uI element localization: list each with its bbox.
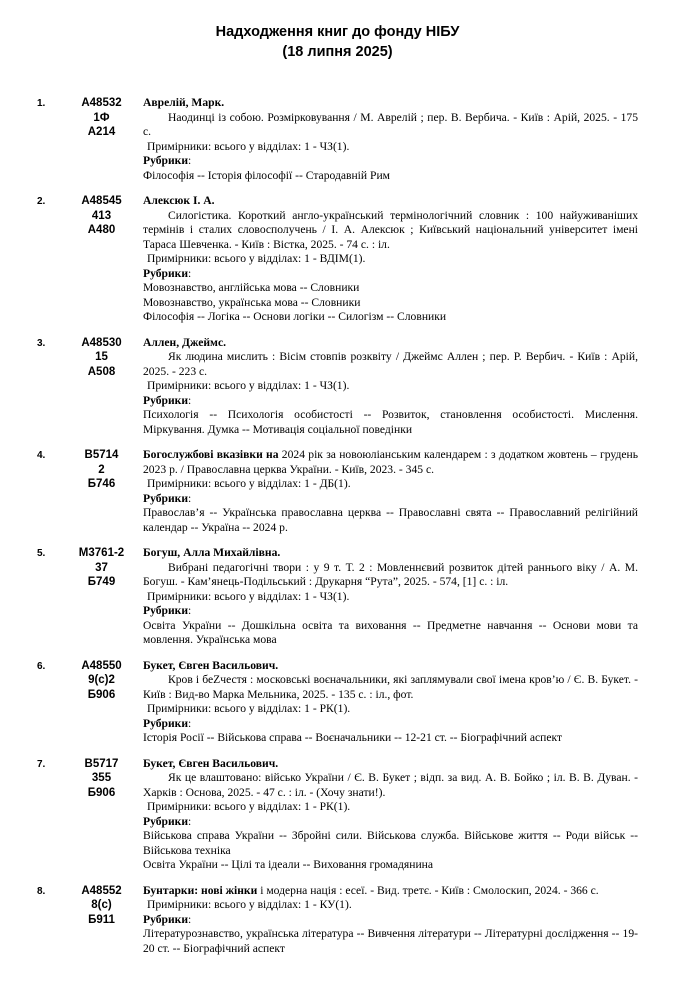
- call-number-line: А480: [87, 224, 116, 236]
- entry-body: [143, 884, 638, 957]
- call-number: [60, 448, 143, 535]
- call-number: [60, 546, 143, 648]
- entry-1: [37, 96, 638, 183]
- rubric-line: Літературознавство, українська література -- Вивчення літератури -- Літературні дослідження -- 19-20 ст. -- Біографічний аспект: [143, 927, 638, 955]
- entry-description: Наодинці із собою. Розмірковування / М. Аврелій ; пер. В. Вербича. - Київ : Арій, 2025. - 175 с.: [143, 110, 638, 138]
- rubrics-label: Рубрики:: [143, 716, 192, 730]
- rubrics-label: Рубрики:: [143, 393, 192, 407]
- entry-title-rest: і модерна нація : есеї. - Вид. третє. - Київ : Смолоскип, 2024. - 366 с.: [257, 883, 599, 897]
- call-number-line: А48552: [81, 884, 122, 897]
- entry-copies: Примірники: всього у відділах: 1 - ЧЗ(1).: [147, 379, 350, 392]
- entry-body: [143, 96, 638, 183]
- entry-number: 3.: [37, 337, 46, 349]
- rubric-line: Освіта України -- Дошкільна освіта та виховання -- Предметне навчання -- Основи мови та мовлення. Українська мова: [143, 618, 638, 646]
- rubrics-label: Рубрики:: [143, 154, 192, 167]
- entry-number: 1.: [37, 98, 46, 109]
- entry-description: Вибрані педагогічні твори : у 9 т. Т. 2 : Мовленнєвий розвиток дітей раннього віку / А. М. Богуш. - Кам’янець-Подільський : Друкарня “Рута”, 2025. - 574, [1] с. : іл.: [143, 560, 638, 588]
- call-number: [60, 336, 143, 438]
- entry-copies: Примірники: всього у відділах: 1 - РК(1).: [147, 702, 351, 715]
- call-number-line: В5717: [84, 757, 119, 770]
- entry-description: Кров і беZчестя : московські воєначальники, які заплямували свої імена кров’ю / Є. В. Букет. - Київ : Вид-во Марка Мельника, 2025. - 135 с. : іл., фот.: [143, 673, 638, 701]
- document-title: [37, 22, 638, 62]
- rubric-line: Військова справа України -- Збройні сили. Військова служба. Військове життя -- Роди військ -- Військова техніка: [143, 829, 638, 857]
- entry-5: [37, 546, 638, 648]
- call-number: [60, 96, 143, 183]
- call-number-line: Б906: [87, 786, 116, 799]
- call-number-line: А508: [87, 365, 116, 378]
- call-number-line: Б911: [88, 913, 115, 926]
- entry-body: [143, 336, 638, 438]
- rubrics-label: Рубрики:: [143, 491, 192, 505]
- call-number: [60, 659, 143, 746]
- call-number-line: В5714: [84, 449, 119, 461]
- call-number-line: А48550: [81, 659, 122, 672]
- rubric-line: Освіта України -- Цілі та ідеали -- Виховання громадянина: [143, 858, 434, 871]
- entry-3: [37, 336, 638, 438]
- entry-number: 2.: [37, 196, 46, 207]
- entry-body: [143, 546, 638, 648]
- entry-number: 5.: [37, 548, 46, 559]
- entry-number: 8.: [37, 885, 46, 897]
- entry-copies: Примірники: всього у відділах: 1 - ВДІМ(1).: [147, 252, 366, 265]
- entry-body: [143, 448, 638, 535]
- call-number-line: 413: [91, 209, 112, 222]
- title-line: Надходження книг до фонду НІБУ: [215, 24, 460, 40]
- entry-number: 7.: [37, 758, 46, 770]
- entry-body: [143, 659, 638, 746]
- rubric-line: Філософія -- Історія філософії -- Стародавній Рим: [143, 168, 390, 182]
- entry-title-bold: Богослужбові вказівки на: [143, 448, 279, 461]
- rubrics-label: Рубрики:: [143, 604, 192, 617]
- rubrics-label: Рубрики:: [143, 912, 192, 926]
- call-number: [60, 194, 143, 325]
- entry-title-bold: Бунтарки: нові жінки: [143, 883, 258, 897]
- entry-description: Як людина мислить : Вісім стовпів розквіту / Джеймс Аллен ; пер. Р. Вербич. - Київ : Арій, 2025. - 223 с.: [143, 350, 638, 378]
- call-number-line: А48545: [81, 195, 122, 207]
- entry-copies: Примірники: всього у відділах: 1 - КУ(1).: [147, 898, 352, 911]
- call-number-line: Б746: [87, 478, 116, 490]
- call-number: [60, 884, 143, 957]
- entry-copies: Примірники: всього у відділах: 1 - ДБ(1).: [147, 477, 351, 490]
- call-number-line: Б906: [87, 688, 116, 701]
- entry-copies: Примірники: всього у відділах: 1 - РК(1).: [147, 800, 351, 813]
- entry-body: [143, 757, 638, 873]
- entry-4: [37, 448, 638, 535]
- call-number-line: М3761-2: [78, 547, 125, 559]
- entry-number: 4.: [37, 450, 46, 461]
- call-number-line: 2: [98, 463, 105, 476]
- entry-6: [37, 659, 638, 746]
- entry-8: [37, 884, 638, 957]
- entry-description: [143, 448, 638, 477]
- entry-body: [143, 194, 638, 325]
- entries-list: [37, 96, 638, 956]
- entry-number: 6.: [37, 660, 46, 672]
- entry-description: [143, 884, 638, 899]
- rubric-line: Православ’я -- Українська православна церква -- Православні свята -- Православний релігійний календар -- Україна -- 2024 р.: [143, 506, 638, 534]
- call-number-line: А48532: [81, 97, 122, 109]
- entry-2: [37, 194, 638, 325]
- call-number-line: Б749: [87, 576, 116, 588]
- entry-copies: Примірники: всього у відділах: 1 - ЧЗ(1).: [147, 589, 350, 603]
- rubric-line: Мовознавство, англійська мова -- Словники: [143, 281, 360, 294]
- call-number-line: 355: [91, 772, 112, 784]
- title-date-line: (18 липня 2025): [282, 44, 393, 60]
- entry-author: Алексюк І. А.: [143, 194, 215, 207]
- rubric-line: Психологія -- Психологія особистості -- Розвиток, становлення особистості. Мислення. Міркування. Думка -- Мотивація соціальної поведінки: [143, 408, 638, 436]
- call-number-line: 9(с)2: [88, 674, 115, 686]
- call-number-line: 1Ф: [93, 111, 110, 124]
- entry-author: Аллен, Джеймс.: [143, 335, 227, 349]
- call-number-line: А48530: [81, 336, 122, 349]
- rubric-line: Мовознавство, українська мова -- Словники: [143, 295, 361, 309]
- entry-copies: Примірники: всього у відділах: 1 - ЧЗ(1).: [147, 139, 350, 153]
- rubrics-label: Рубрики:: [143, 814, 192, 828]
- entry-description: Силогістика. Короткий англо-український термінологічний словник : 100 найуживаніших термінів і сталих словосполучень / І. А. Алексюк ; Київський національний університет імені Тараса Шевченка. - Київ : Вістка, 2025. - 74 с. : іл.: [143, 208, 638, 251]
- entry-title-rest: 2024 рік за новоюліанським календарем : з додатком жовтень – грудень 2023 р. / Православна церква України. - Київ, 2023. - 345 с.: [143, 448, 638, 476]
- entry-author: Букет, Євген Васильович.: [143, 756, 279, 770]
- rubric-line: Історія Росії -- Військова справа -- Воєначальники -- 12-21 ст. -- Біографічний аспект: [143, 731, 563, 744]
- rubrics-label: Рубрики:: [143, 266, 192, 280]
- rubric-line: Філософія -- Логіка -- Основи логіки -- Силогізм -- Словники: [143, 310, 447, 323]
- entry-7: [37, 757, 638, 873]
- call-number: [60, 757, 143, 873]
- entry-author: Богуш, Алла Михайлівна.: [143, 546, 281, 559]
- entry-author: Букет, Євген Васильович.: [143, 658, 279, 672]
- call-number-line: А214: [87, 126, 116, 138]
- call-number-line: 37: [95, 561, 108, 574]
- entry-author: Аврелій, Марк.: [143, 96, 225, 109]
- entry-description: Як це влаштовано: військо України / Є. В. Букет ; відп. за вид. А. В. Бойко ; іл. В. В. Дуван. - Харків : Основа, 2025. - 47 с. : іл. - (Хочу знати!).: [143, 771, 638, 799]
- call-number-line: 8(с): [91, 899, 112, 911]
- call-number-line: 15: [95, 351, 108, 363]
